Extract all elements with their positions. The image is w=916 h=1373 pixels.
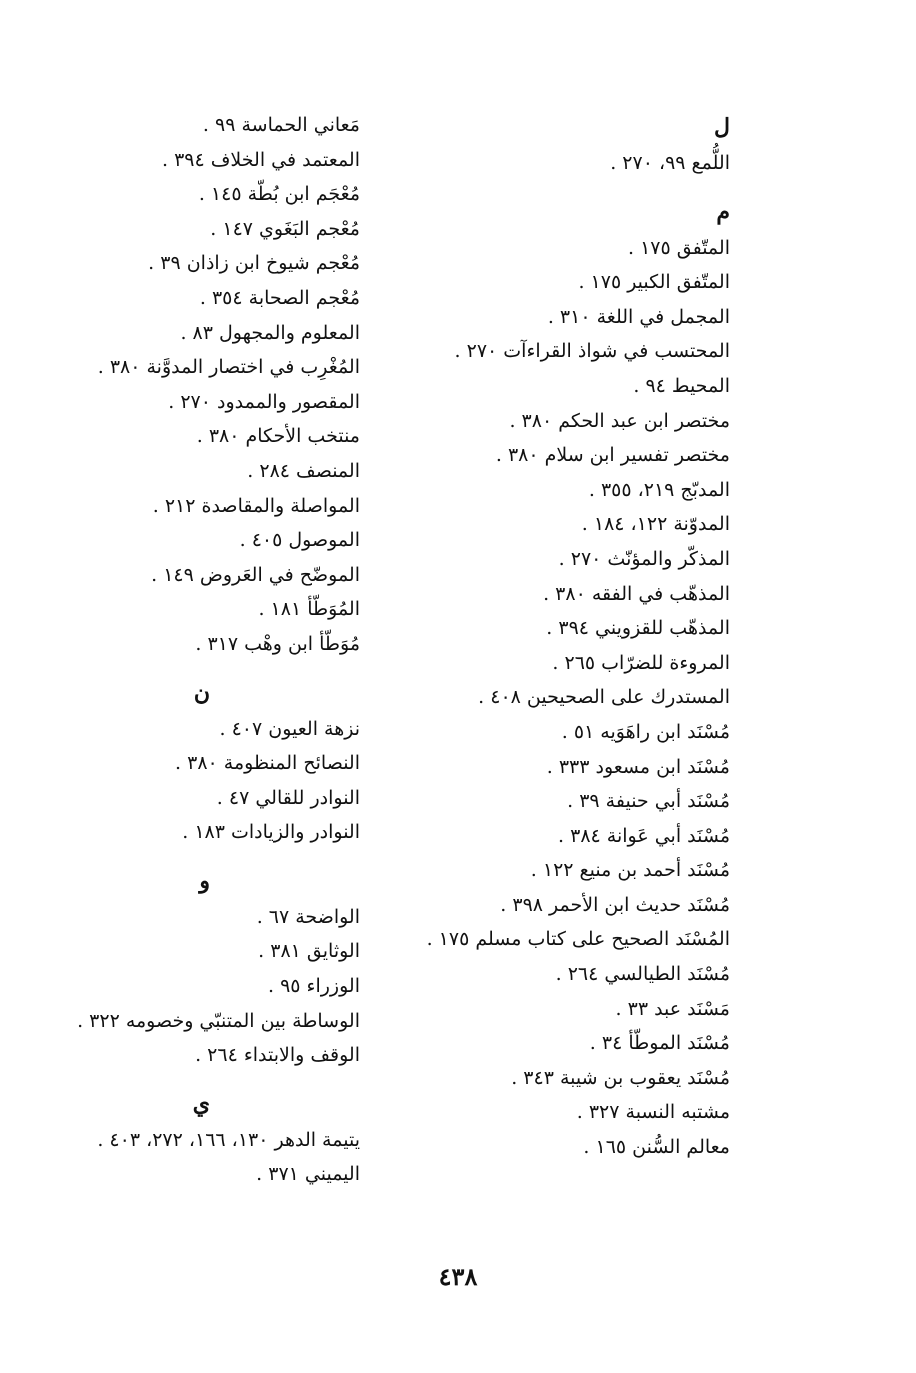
- index-entry: مُعْجَم ابن بُطّة ١٤٥ .: [198, 183, 360, 206]
- index-entry: الموصول ٤٠٥ .: [239, 529, 360, 552]
- index-entry: اللُّمع ٩٩، ٢٧٠ .: [610, 152, 730, 174]
- index-entry: النوادر للقالي ٤٧ .: [216, 786, 360, 809]
- index-entry: الموضّح في العَروض ١٤٩ .: [151, 563, 360, 586]
- index-entry: مُسْنَد يعقوب بن شيبة ٣٤٣ .: [511, 1066, 730, 1089]
- section-gap: [310, 181, 730, 193]
- page-number: ٤٣٨: [438, 1262, 478, 1291]
- index-entry: المذهّب في الفقه ٣٨٠ .: [543, 582, 730, 605]
- section-letter: و: [199, 867, 210, 894]
- index-entry: الوثايق ٣٨١ .: [258, 940, 360, 963]
- index-entry: المُغْرِب في اختصار المدوَّنة ٣٨٠ .: [97, 356, 360, 379]
- index-entry: المُسْنَد الصحيح على كتاب مسلم ١٧٥ .: [426, 928, 730, 951]
- index-entry: المذهّب للقزويني ٣٩٤ .: [546, 617, 730, 640]
- index-entry: اليميني ٣٧١ .: [256, 1163, 360, 1186]
- index-entry: المحيط ٩٤ .: [633, 374, 730, 397]
- index-entry: مَسْنَد عبد ٣٣ .: [615, 997, 730, 1020]
- index-entry: المعلوم والمجهول ٨٣ .: [180, 321, 360, 344]
- section-letter: م: [716, 198, 730, 225]
- index-entry: الوزراء ٩٥ .: [267, 975, 360, 998]
- index-column-left: [20, 108, 360, 1192]
- index-entry: مُسْنَد ابن مسعود ٣٣٣ .: [546, 755, 730, 778]
- index-entry: مُسْنَد حديث ابن الأحمر ٣٩٨ .: [500, 893, 730, 916]
- index-entry: مُعْجم الصحابة ٣٥٤ .: [199, 286, 360, 309]
- index-entry: النصائح المنظومة ٣٨٠ .: [175, 752, 360, 775]
- index-entry: مُعْجم شيوخ ابن زاذان ٣٩ .: [148, 252, 360, 275]
- index-entry: المستدرك على الصحيحين ٤٠٨ .: [478, 686, 730, 709]
- index-entry: المذكّر والمؤنّث ٢٧٠ .: [558, 547, 730, 570]
- section-letter: ي: [192, 1090, 210, 1117]
- index-entry: يتيمة الدهر ١٣٠، ١٦٦، ٢٧٢، ٤٠٣ .: [97, 1128, 360, 1151]
- index-entry: المروءة للضرّاب ٢٦٥ .: [552, 651, 730, 674]
- index-entry: الوساطة بين المتنبّي وخصومه ٣٢٢ .: [77, 1009, 360, 1032]
- index-entry: مُوَطّأ ابن وهْب ٣١٧ .: [195, 632, 360, 655]
- index-entry: نزهة العيون ٤٠٧ .: [219, 717, 360, 740]
- index-entry: مُسْنَد أبي عَوانة ٣٨٤ .: [558, 824, 730, 847]
- index-entry: مُسْنَد الطيالسي ٢٦٤ .: [555, 963, 730, 986]
- index-entry: مُسْنَد أحمد بن منيع ١٢٢ .: [530, 859, 730, 882]
- index-entry: مُعْجم البَغَوي ١٤٧ .: [210, 217, 360, 240]
- index-entry: المحتسب في شواذ القراءآت ٢٧٠ .: [454, 340, 730, 363]
- index-entry: الواضحة ٦٧ .: [256, 905, 360, 928]
- index-entry: مُسْنَد الموطّأ ٣٤ .: [589, 1032, 730, 1055]
- section-gap: [20, 1073, 360, 1085]
- index-entry: المجمل في اللغة ٣١٠ .: [547, 305, 730, 328]
- index-entry: النوادر والزيادات ١٨٣ .: [182, 821, 360, 844]
- index-entry: المنصف ٢٨٤ .: [247, 459, 360, 482]
- index-column-right: [310, 108, 730, 1165]
- index-entry: مُسْنَد ابن راهَوَيه ٥١ .: [561, 720, 730, 743]
- index-entry: المواصلة والمقاصدة ٢١٢ .: [152, 494, 360, 517]
- index-entry: المدوّنة ١٢٢، ١٨٤ .: [581, 513, 730, 536]
- section-gap: [20, 850, 360, 862]
- index-entry: مختصر ابن عبد الحكم ٣٨٠ .: [509, 409, 730, 432]
- index-entry: مختصر تفسير ابن سلام ٣٨٠ .: [495, 444, 730, 467]
- section-letter: ن: [193, 679, 210, 706]
- index-entry: المُوَطّأ ١٨١ .: [258, 598, 360, 621]
- index-entry: المتّفق ١٧٥ .: [627, 236, 730, 259]
- index-entry: معالم السُّنن ١٦٥ .: [583, 1136, 730, 1159]
- index-entry: مَعاني الحماسة ٩٩ .: [202, 114, 360, 136]
- index-entry: المقصور والممدود ٢٧٠ .: [168, 390, 360, 413]
- index-entry: منتخب الأحكام ٣٨٠ .: [196, 425, 360, 448]
- index-entry: مشتبه النسبة ٣٢٧ .: [576, 1101, 730, 1124]
- index-entry: المتّفق الكبير ١٧٥ .: [578, 271, 730, 294]
- index-entry: المدبّج ٢١٩، ٣٥٥ .: [588, 478, 730, 501]
- section-gap: [20, 662, 360, 674]
- index-entry: المعتمد في الخلاف ٣٩٤ .: [161, 148, 360, 171]
- section-letter: ل: [714, 114, 730, 140]
- index-entry: مُسْنَد أبي حنيفة ٣٩ .: [567, 790, 730, 813]
- index-entry: الوقف والابتداء ٢٦٤ .: [195, 1044, 360, 1067]
